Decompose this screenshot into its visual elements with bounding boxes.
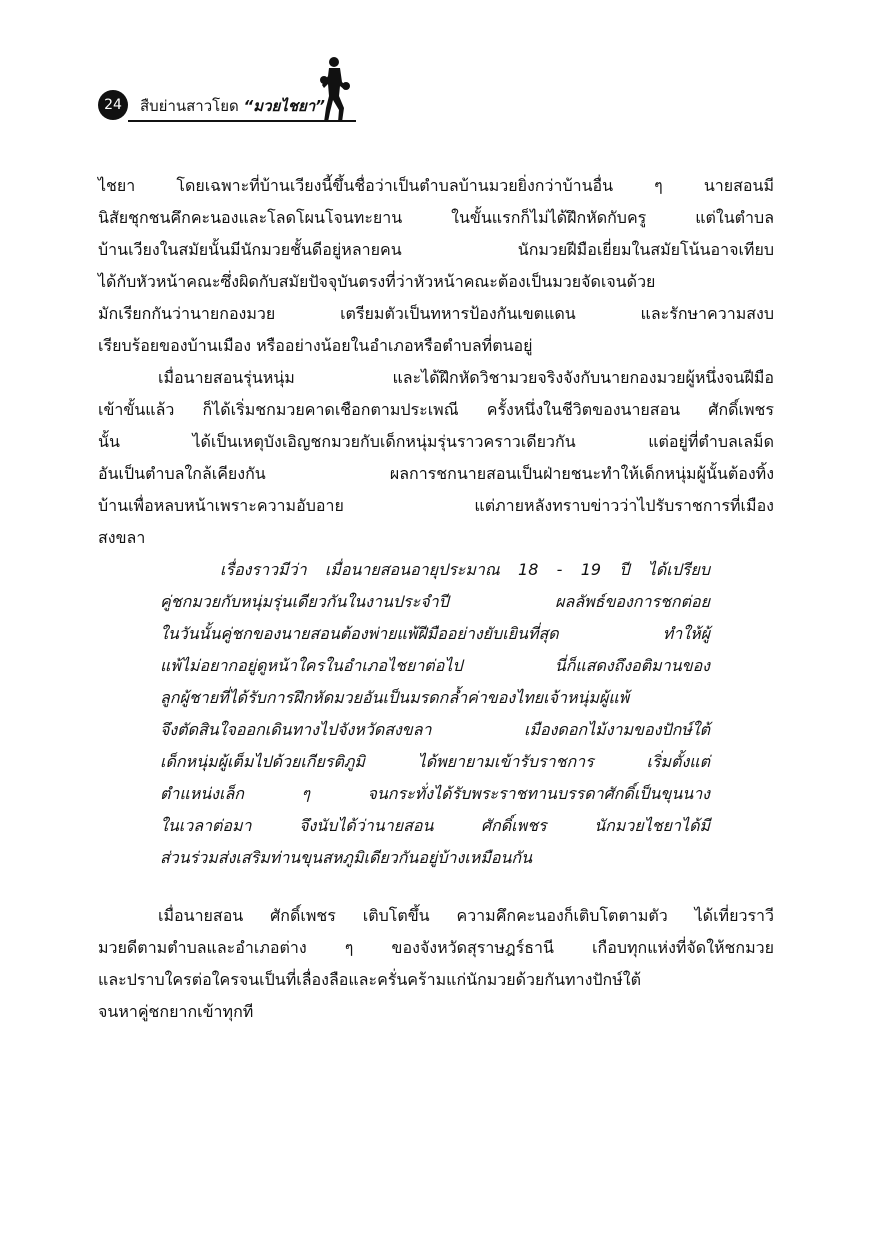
boxer-silhouette-icon <box>320 56 350 124</box>
text-line: ไชยา โดยเฉพาะที่บ้านเวียงนี้ขึ้นชื่อว่าเป็นตำบลบ้านมวยยิ่งกว่าบ้านอื่น ๆ นายสอนมี <box>98 176 774 195</box>
paragraph-3 <box>98 900 774 1028</box>
paragraph-1 <box>98 170 774 362</box>
quote-line: แพ้ไม่อยากอยู่ดูหน้าใครในอำเภอไชยาต่อไป นี่ก็แสดงถึงอติมานของ <box>160 656 710 675</box>
quote-line: ลูกผู้ชายที่ได้รับการฝึกหัดมวยอันเป็นมรดกล้ำค่าของไทยเจ้าหนุ่มผู้แพ้ <box>160 688 630 707</box>
text-line: บ้านเวียงในสมัยนั้นมีนักมวยชั้นดีอยู่หลายคน นักมวยฝีมือเยี่ยมในสมัยโน้นอาจเทียบ <box>98 240 774 259</box>
text-line: เมื่อนายสอนรุ่นหนุ่ม และได้ฝึกหัดวิชามวยจริงจังกับนายกองมวยผู้หนึ่งจนฝีมือ <box>158 368 774 387</box>
text-line: อันเป็นตำบลใกล้เคียงกัน ผลการชกนายสอนเป็นฝ่ายชนะทำให้เด็กหนุ่มผู้นั้นต้องทิ้ง <box>98 464 774 483</box>
quote-line: ในเวลาต่อมา จึงนับได้ว่านายสอน ศักดิ์เพชร นักมวยไชยาได้มี <box>160 816 710 835</box>
text-line: นิสัยชุกชนคึกคะนองและโลดโผนโจนทะยาน ในขั้นแรกก็ไม่ได้ฝึกหัดกับครู แต่ในตำบล <box>98 208 774 227</box>
text-line: เรียบร้อยของบ้านเมือง หรืออย่างน้อยในอำเภอหรือตำบลที่ตนอยู่ <box>98 336 533 355</box>
quote-line: คู่ชกมวยกับหนุ่มรุ่นเดียวกันในงานประจำปี ผลลัพธ์ของการชกต่อย <box>160 592 710 611</box>
page-number: 24 <box>98 90 128 120</box>
text-line: บ้านเพื่อหลบหน้าเพราะความอับอาย แต่ภายหลังทราบข่าวว่าไปรับราชการที่เมือง <box>98 496 774 515</box>
quote-line: ตำแหน่งเล็ก ๆ จนกระทั่งได้รับพระราชทานบรรดาศักดิ์เป็นขุนนาง <box>160 784 710 803</box>
text-line: สงขลา <box>98 528 146 547</box>
text-line: และปราบใครต่อใครจนเป็นที่เลื่องลือและครั่นคร้ามแก่นักมวยด้วยกันทางปักษ์ใต้ <box>98 970 641 989</box>
quote-line: เด็กหนุ่มผู้เต็มไปด้วยเกียรติภูมิ ได้พยายามเข้ารับราชการ เริ่มตั้งแต่ <box>160 752 710 771</box>
text-line: มักเรียกกันว่านายกองมวย เตรียมตัวเป็นทหารป้องกันเขตแดน และรักษาความสงบ <box>98 304 774 323</box>
running-title <box>140 94 325 118</box>
quote-line: ในวันนั้นคู่ชกของนายสอนต้องพ่ายแพ้ฝีมืออย่างยับเยินที่สุด ทำให้ผู้ <box>160 624 710 643</box>
quote-line: จึงตัดสินใจออกเดินทางไปจังหวัดสงขลา เมืองดอกไม้งามของปักษ์ใต้ <box>160 720 710 739</box>
header-rule <box>128 120 356 122</box>
quote-line: เรื่องราวมีว่า เมื่อนายสอนอายุประมาณ 18 - 19 ปี ได้เปรียบ <box>220 560 710 579</box>
block-quote <box>160 554 710 874</box>
page-header <box>98 56 358 126</box>
quote-line: ส่วนร่วมส่งเสริมท่านขุนสหภูมิเดียวกันอยู่บ้างเหมือนกัน <box>160 848 533 867</box>
text-line: จนหาคู่ชกยากเข้าทุกที <box>98 1002 254 1021</box>
text-line: ได้กับหัวหน้าคณะซึ่งผิดกับสมัยปัจจุบันตรงที่ว่าหัวหน้าคณะต้องเป็นมวยจัดเจนด้วย <box>98 272 656 291</box>
running-title-book: “มวยไชยา” <box>243 97 325 115</box>
text-line: มวยดีตามตำบลและอำเภอต่าง ๆ ของจังหวัดสุราษฎร์ธานี เกือบทุกแห่งที่จัดให้ชกมวย <box>98 938 774 957</box>
text-line: เข้าขั้นแล้ว ก็ได้เริ่มชกมวยคาดเชือกตามประเพณี ครั้งหนึ่งในชีวิตของนายสอน ศักดิ์เพชร <box>98 400 774 419</box>
page-body <box>98 170 774 1028</box>
spacer <box>98 874 774 900</box>
text-line: นั้น ได้เป็นเหตุบังเอิญชกมวยกับเด็กหนุ่มรุ่นราวคราวเดียวกัน แต่อยู่ที่ตำบลเลม็ด <box>98 432 774 451</box>
running-title-prefix: สืบย่านสาวโยด <box>140 97 239 115</box>
paragraph-2 <box>98 362 774 554</box>
text-line: เมื่อนายสอน ศักดิ์เพชร เติบโตขึ้น ความคึกคะนองก็เติบโตตามตัว ได้เที่ยวราวี <box>158 906 774 925</box>
